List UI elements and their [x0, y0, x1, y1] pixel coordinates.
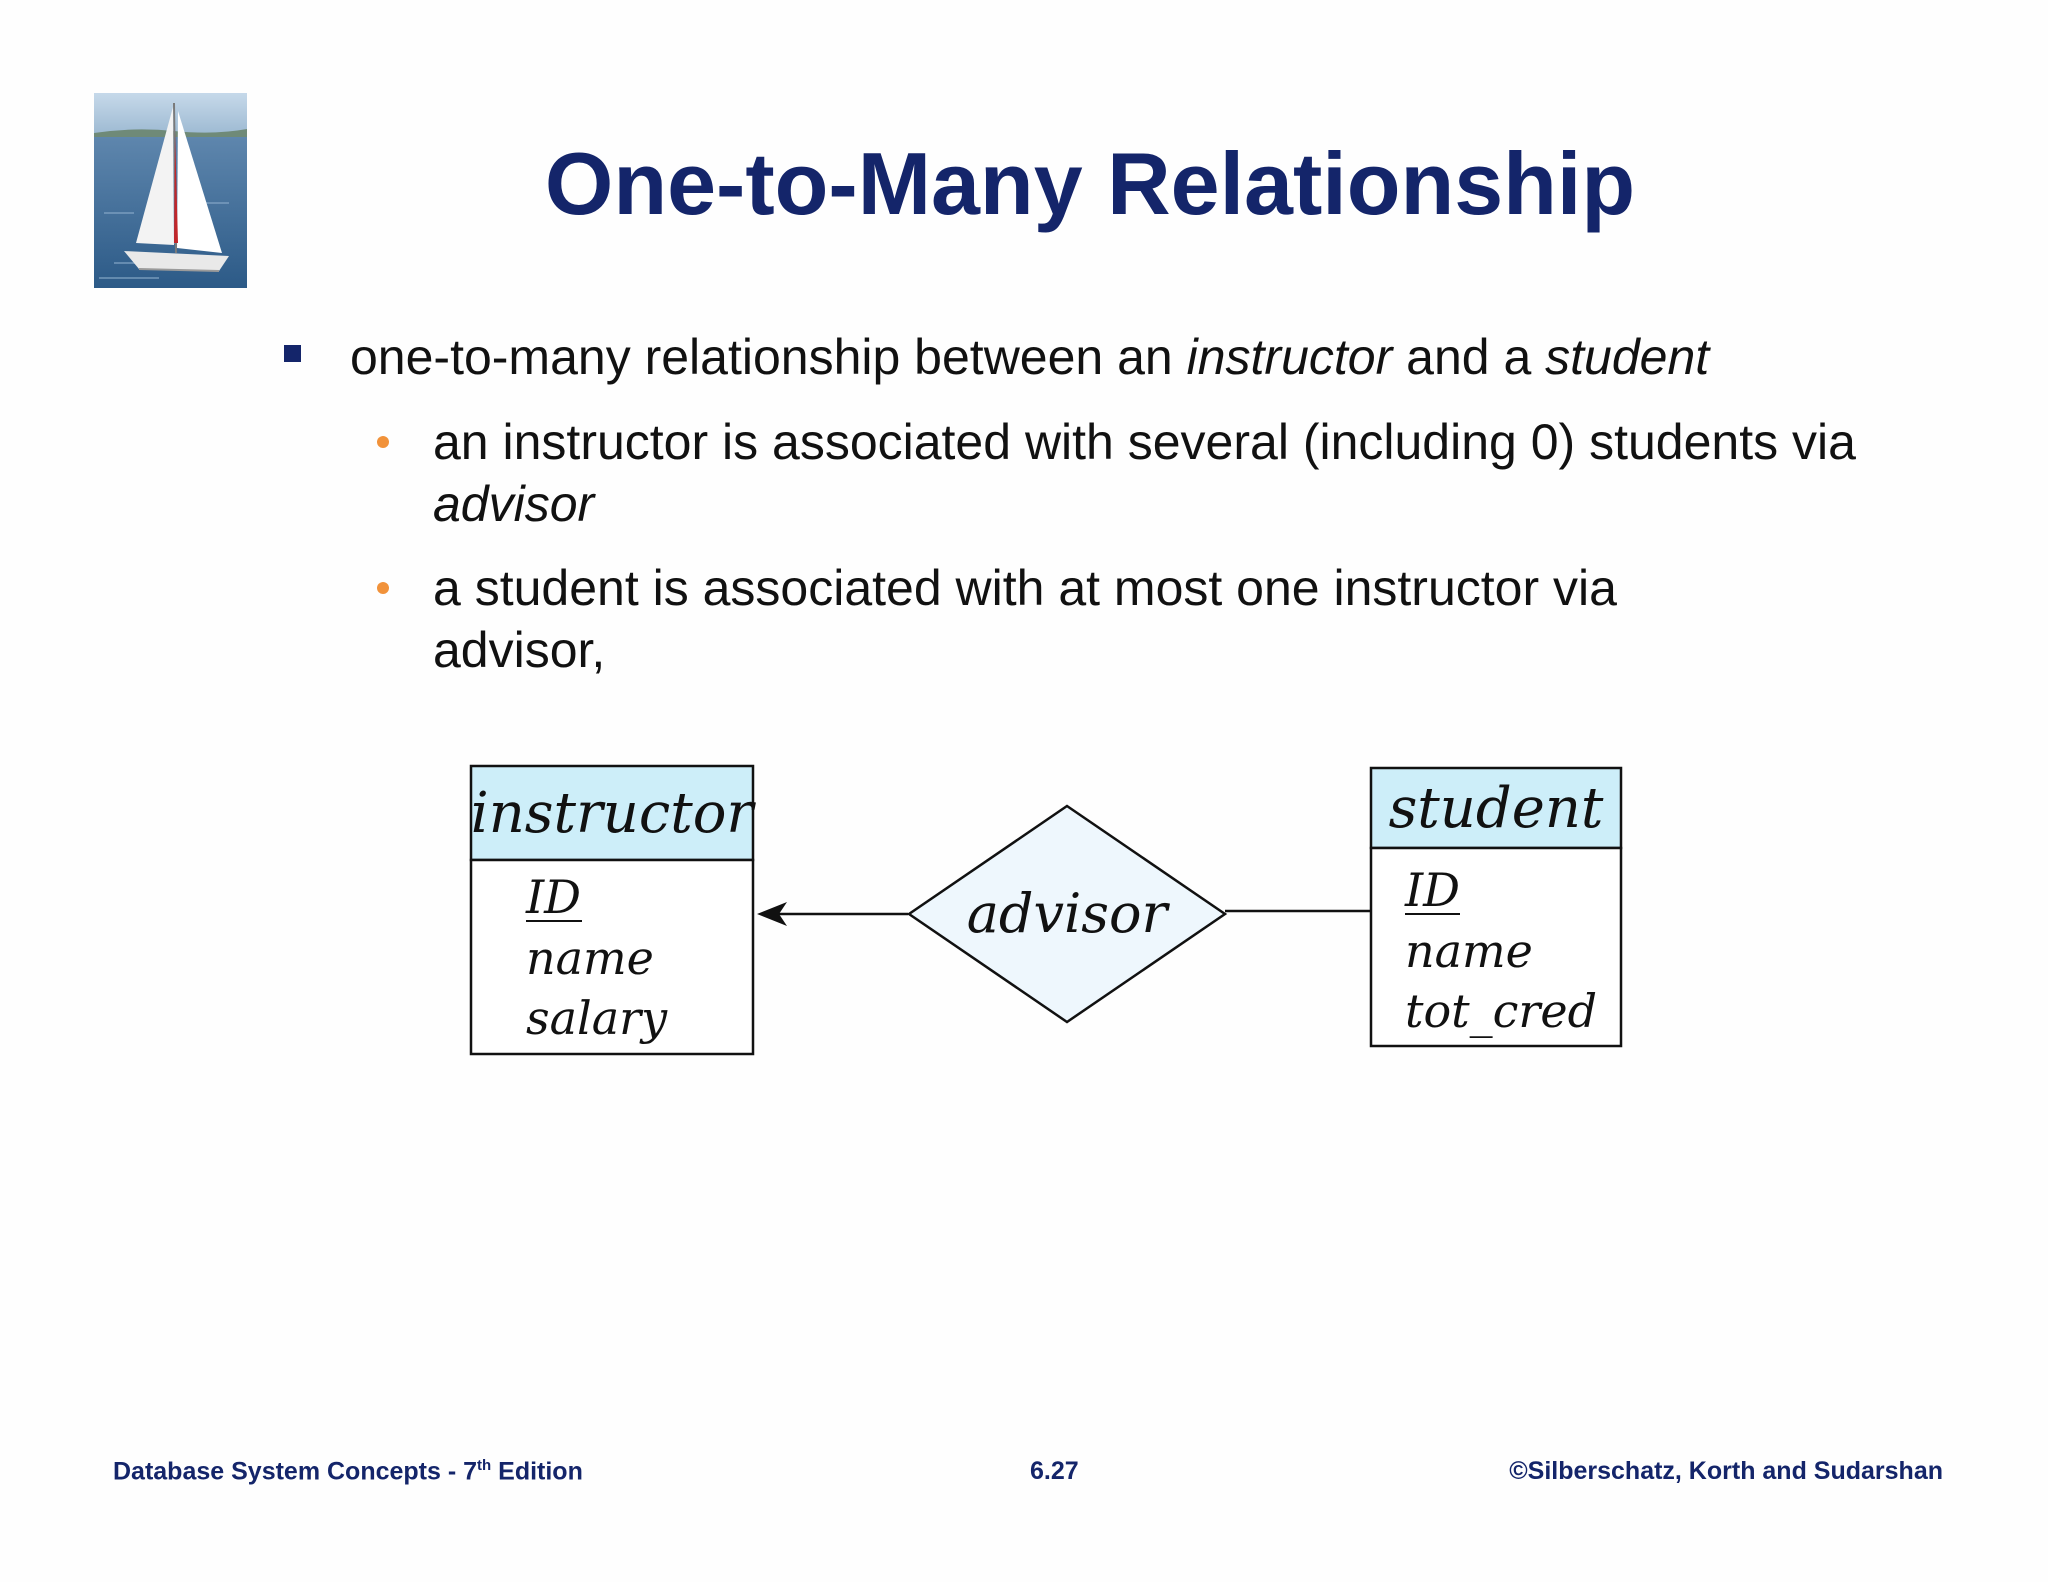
- slide-title: One-to-Many Relationship: [544, 134, 1636, 233]
- instructor-entity-name: instructor: [470, 781, 754, 846]
- student-attr-id: ID: [1405, 863, 1461, 917]
- advisor-relationship: [909, 806, 1225, 1022]
- student-attr-name: name: [1405, 924, 1533, 978]
- student-attr-tot-cred: tot_cred: [1405, 984, 1598, 1038]
- main-bullet-text: one-to-many relationship between an instructor and a student: [350, 329, 1710, 385]
- footer-copyright: ©Silberschatz, Korth and Sudarshan: [1509, 1457, 1943, 1485]
- relationship-name: advisor: [966, 882, 1168, 945]
- instructor-attr-id: ID: [526, 870, 582, 924]
- instructor-entity: [471, 766, 757, 1054]
- sub-bullet-2: a student is associated with at most one instructor via advisor,: [433, 560, 1617, 678]
- footer-page-number: 6.27: [1030, 1457, 1079, 1485]
- instructor-attr-salary: salary: [526, 991, 668, 1045]
- instructor-attr-name: name: [526, 931, 654, 985]
- student-entity-name: student: [1388, 776, 1604, 841]
- footer-book-title: Database System Concepts - 7th Edition: [113, 1457, 583, 1486]
- sub-bullet-1: an instructor is associated with several (including 0) students via advisor: [433, 414, 1856, 532]
- student-entity: [1371, 768, 1621, 1046]
